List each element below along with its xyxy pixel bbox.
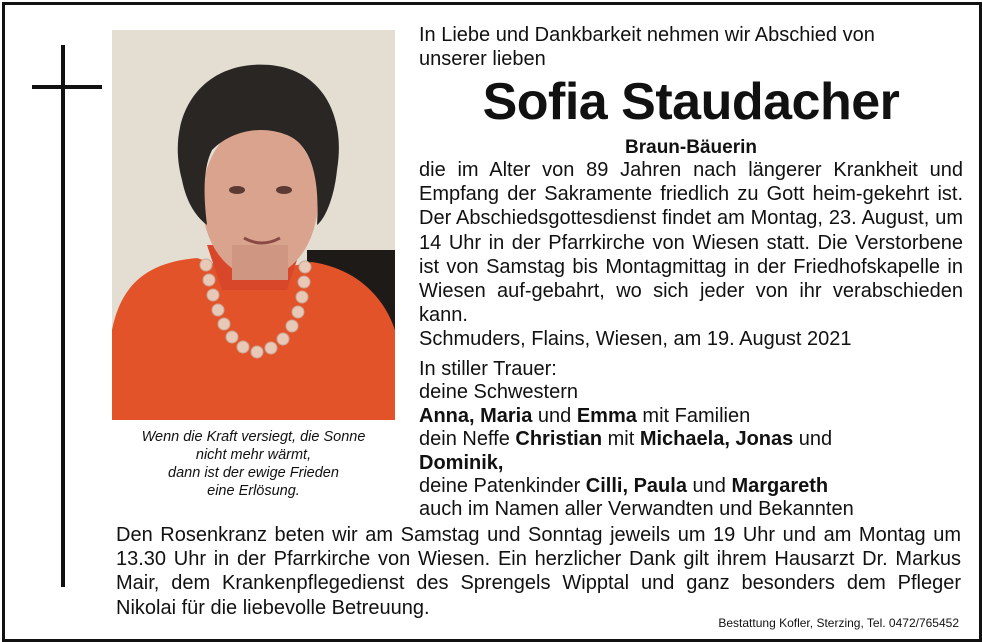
mourner-names: Michaela, Jonas	[639, 428, 794, 451]
mourner-names: Margareth	[731, 475, 829, 498]
obituary-notice	[2, 2, 982, 642]
mourner-names: Christian	[515, 428, 603, 451]
mourners-line	[419, 428, 963, 451]
deceased-name: Sofia Staudacher	[482, 73, 900, 131]
caption-line: eine Erlösung.	[207, 483, 300, 499]
caption-line: Wenn die Kraft versiegt, die Sonne	[141, 429, 366, 445]
mourner-connector: dein Neffe	[419, 428, 516, 451]
mourners-line: deine Schwestern	[419, 381, 578, 404]
mourner-connector: und	[793, 428, 833, 451]
mourner-names: Anna, Maria	[419, 404, 533, 427]
mourner-connector: deine Patenkinder	[419, 475, 586, 498]
intro-line: unserer lieben	[419, 48, 546, 70]
deceased-subtitle: Braun-Bäuerin	[625, 137, 757, 158]
mourners-line	[419, 475, 963, 498]
mourner-connector: mit	[602, 428, 640, 451]
mourner-connector: mit Familien	[636, 404, 751, 427]
intro-line: In Liebe und Dankbarkeit nehmen wir Abschied von	[419, 24, 875, 46]
rosary-and-thanks: Den Rosenkranz beten wir am Samstag und Sonntag jeweils um 19 Uhr und am Montag um 13.30 Uhr in der Pfarrkirche von Wiesen. Ein herzlicher Dank gilt ihrem Hausarzt Dr. Markus Mair, dem Krankenpflegedienst des Sprengels Wipptal und ganz besonders dem Pfleger Nikolai für die liebevolle Betreuung.	[116, 524, 961, 619]
intro-text	[419, 23, 963, 71]
mourners-line: auch im Namen aller Verwandten und Bekannten	[419, 498, 854, 521]
photo-caption	[112, 428, 395, 500]
mourner-names: Cilli, Paula	[585, 475, 687, 498]
mourner-connector: und	[686, 475, 732, 498]
place-date: Schmuders, Flains, Wiesen, am 19. August 2021	[419, 328, 852, 350]
mourner-names: Dominik,	[419, 451, 504, 474]
caption-line: nicht mehr wärmt,	[195, 447, 312, 463]
portrait-photo	[112, 30, 395, 420]
mourners-line	[419, 405, 963, 428]
cross-icon-bar	[32, 85, 102, 89]
mourners-list	[419, 358, 963, 522]
mourners-line: In stiller Trauer:	[419, 358, 557, 380]
cross-icon	[61, 45, 65, 587]
caption-line: dann ist der ewige Frieden	[168, 465, 339, 481]
mourners-line	[419, 452, 963, 475]
mourner-names: Emma	[576, 404, 637, 427]
announcement-body: die im Alter von 89 Jahren nach längerer Krankheit und Empfang der Sakramente friedlich zu Gott heim-gekehrt ist. Der Abschiedsgottesdienst findet am Montag, 23. August, um 14 Uhr in der Pfarrkirche von Wiesen statt. Die Verstorbene ist von Samstag bis Montagmittag in der Friedhofskapelle in Wiesen auf-gebahrt, wo sich jeder von ihr verabschieden kann.	[419, 159, 963, 327]
funeral-home-credit: Bestattung Kofler, Sterzing, Tel. 0472/765452	[718, 616, 959, 630]
mourner-connector: und	[532, 404, 577, 427]
